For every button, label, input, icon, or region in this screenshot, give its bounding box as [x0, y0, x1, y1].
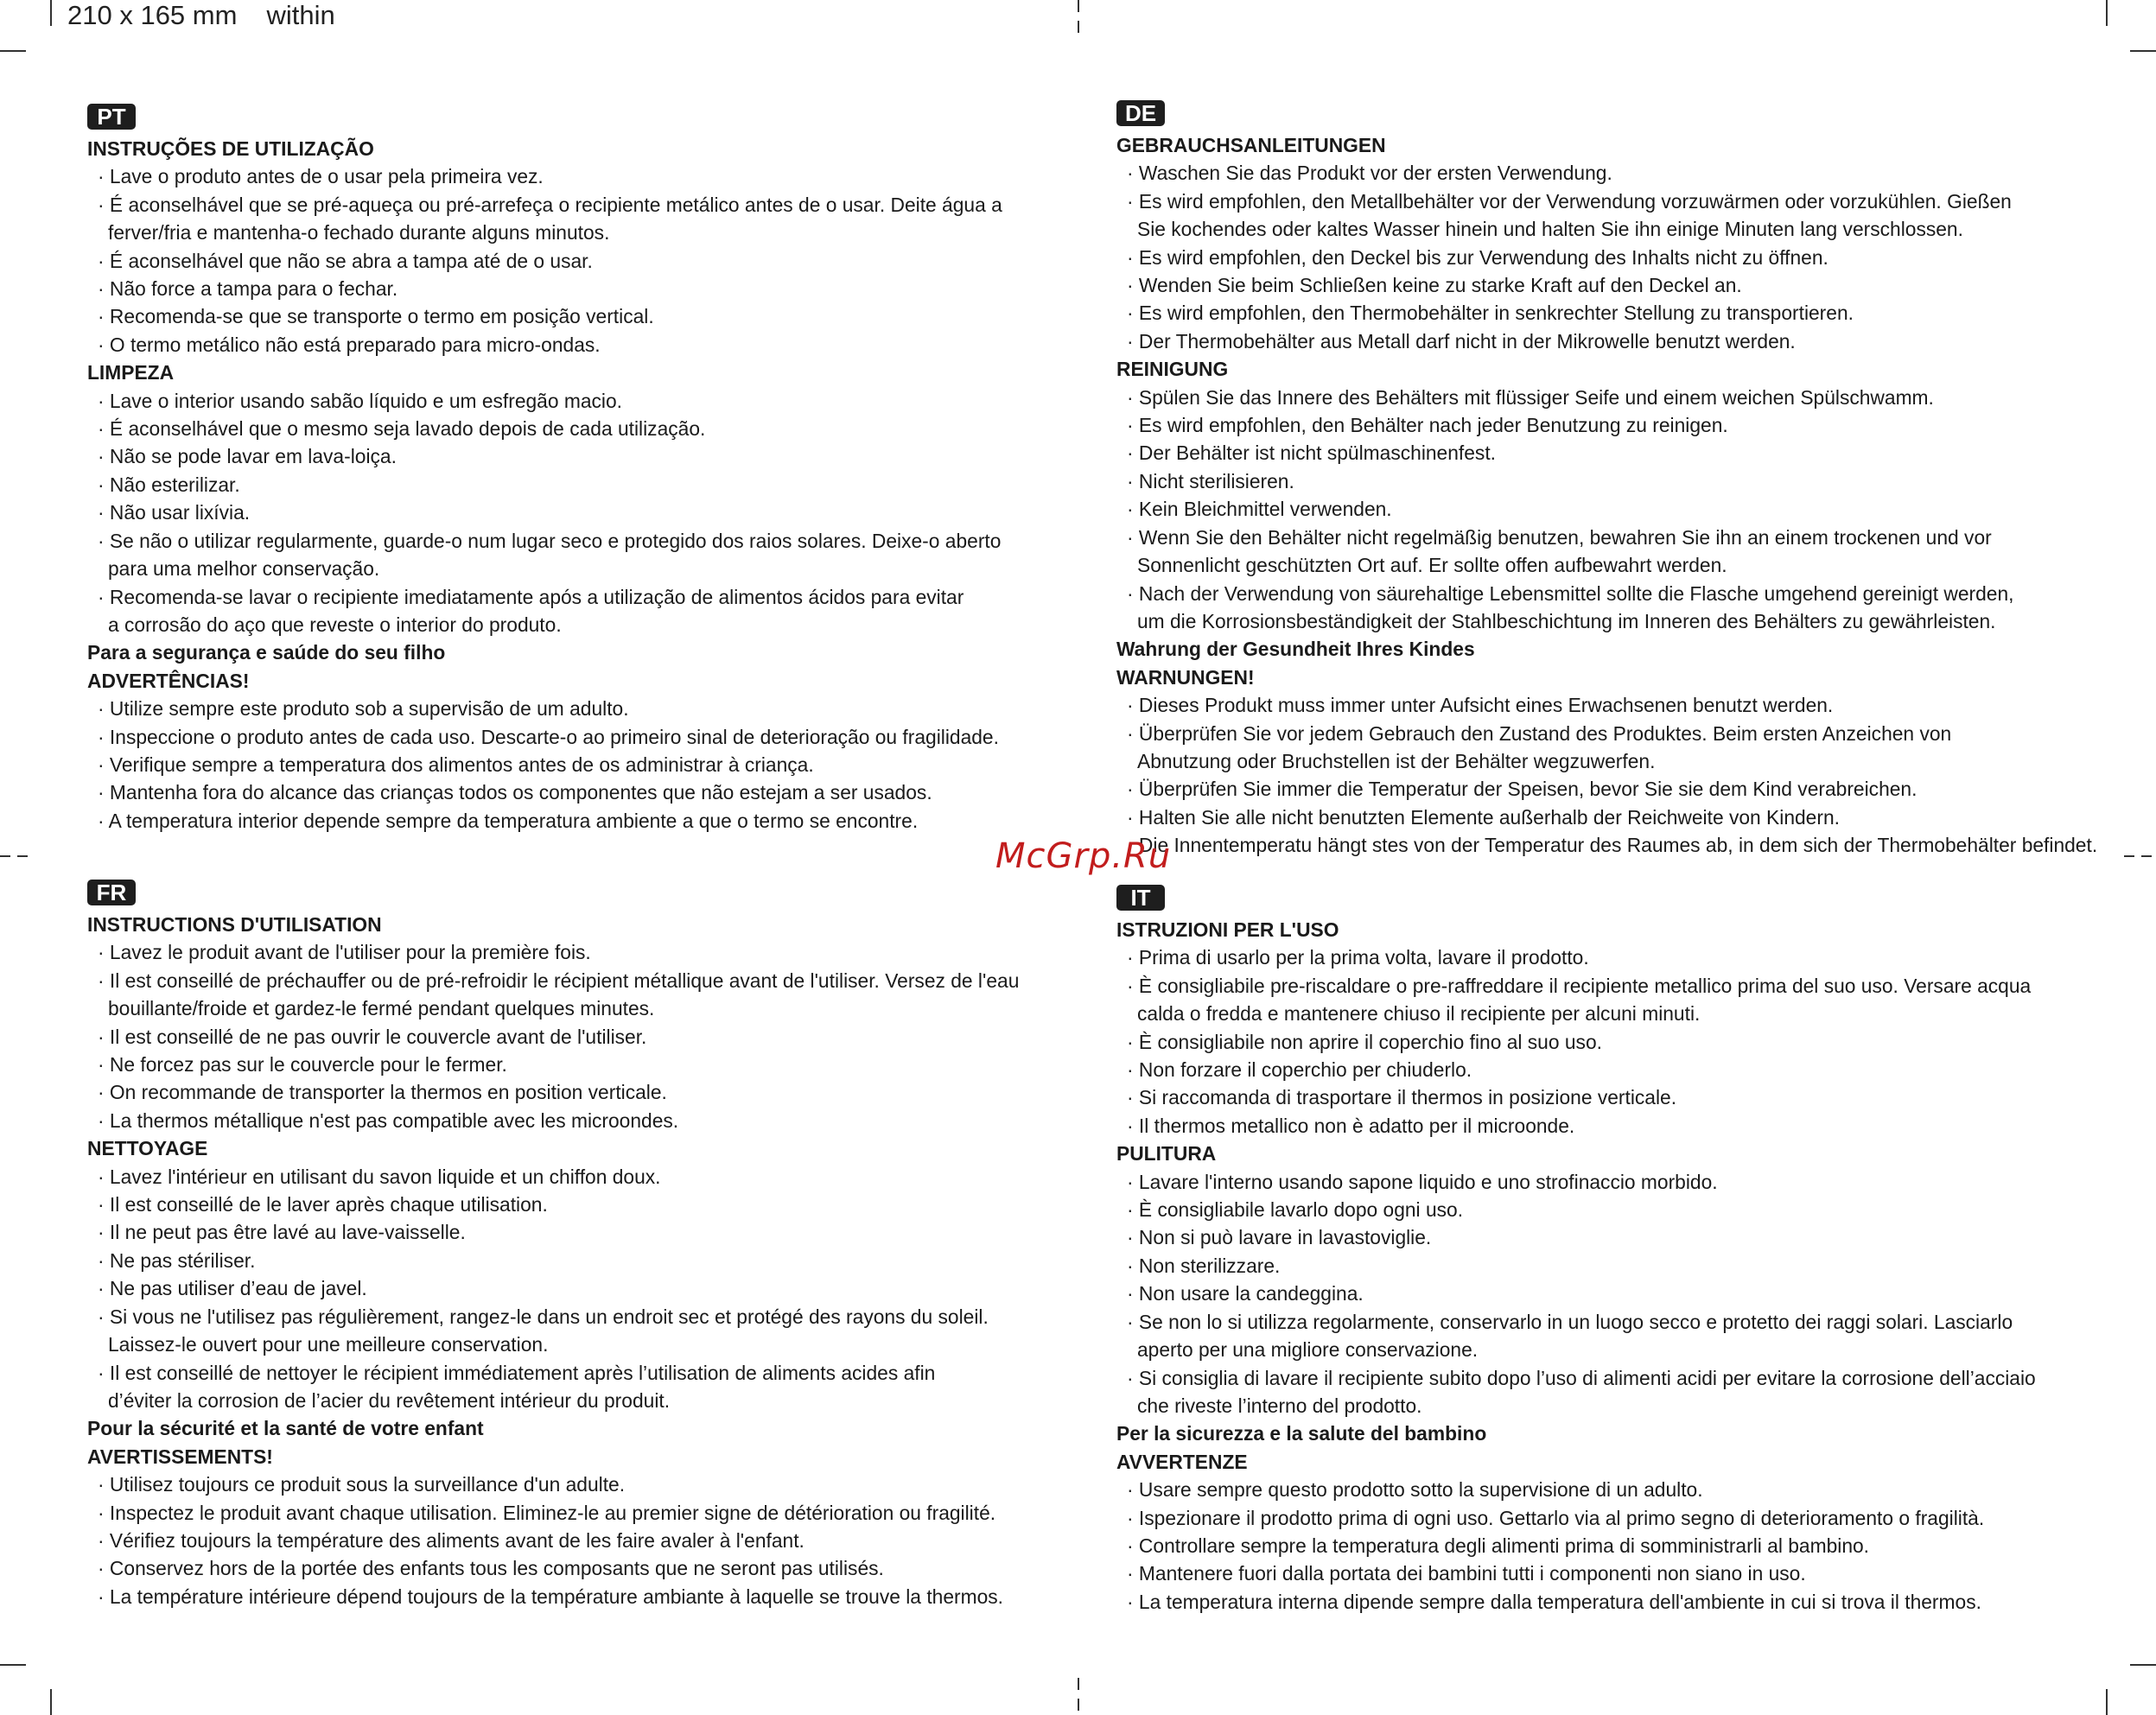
list-item — [87, 331, 1081, 359]
fold-mark — [1078, 21, 1079, 33]
list-item — [87, 583, 1081, 639]
list-item-line: · È consigliabile non aprire il coperchio fino al suo uso. — [1127, 1030, 1602, 1053]
list-item — [1116, 244, 2112, 271]
list-item-line: Sonnenlicht geschützten Ort auf. Er sollte offen aufbewahrt werden. — [1137, 554, 1727, 577]
list-item — [87, 499, 1081, 526]
list-item-line: · Ispezionare il prodotto prima di ogni uso. Gettarlo via al primo segno di deterioramento o fragilità. — [1127, 1506, 1985, 1529]
list-item-line: · Recomenda-se lavar o recipiente imediatamente após a utilização de alimentos ácidos para evitar — [98, 585, 964, 608]
list-item — [87, 1023, 1081, 1051]
list-item — [1116, 691, 2112, 719]
list-item-line: · La temperatura interna dipende sempre dalla temperatura dell'ambiente in cui si trova il thermos. — [1127, 1590, 1981, 1613]
list-item-line: · Mantenha fora do alcance das crianças todos os componentes que não estejam a ser usados. — [98, 781, 932, 804]
list-item-line: · La thermos métallique n'est pas compatible avec les microondes. — [98, 1108, 679, 1132]
list-item-line: · Utilisez toujours ce produit sous la surveillance d'un adulte. — [98, 1473, 626, 1496]
list-item — [1116, 1112, 2112, 1140]
list-item-line: · Dieses Produkt muss immer unter Aufsicht eines Erwachsenen benutzt werden. — [1127, 694, 1834, 717]
list-item — [1116, 384, 2112, 411]
section-pt — [87, 104, 1081, 835]
list-item-line: · Nach der Verwendung von säurehaltige Lebensmittel sollte die Flasche umgehend gereinigt werden, — [1127, 581, 2014, 605]
list-item — [1116, 299, 2112, 327]
list-item-line: · Ne pas stériliser. — [98, 1248, 256, 1272]
list-item-line: · Se não o utilizar regularmente, guarde-o num lugar seco e protegido dos raios solares. Deixe-o aberto — [98, 529, 1002, 552]
list-item — [1116, 943, 2112, 971]
list-item — [1116, 271, 2112, 299]
list-item-line: · È consigliabile pre-riscaldare o pre-raffreddare il recipiente metallico prima del suo uso. Versare acqua — [1127, 974, 2032, 997]
list-item — [87, 1499, 1081, 1527]
list-item-line: · Verifique sempre a temperatura dos alimentos antes de os administrar à criança. — [98, 753, 814, 776]
fold-mark — [1078, 0, 1079, 12]
list-item-line: Laissez-le ouvert pour une meilleure conservation. — [108, 1333, 549, 1356]
crop-mark — [50, 0, 52, 26]
list-item-line: a corrosão do aço que reveste o interior do produto. — [108, 613, 562, 636]
list-item — [87, 1527, 1081, 1554]
section-fr — [87, 880, 1081, 1610]
list-item — [87, 1274, 1081, 1302]
list-item-line: · On recommande de transporter la thermos en position verticale. — [98, 1081, 667, 1104]
list-item-line: · Il ne peut pas être lavé au lave-vaisselle. — [98, 1221, 466, 1244]
section-heading: PULITURA — [1116, 1142, 1217, 1166]
list-item — [87, 1218, 1081, 1246]
crop-mark — [0, 50, 26, 52]
list-item — [87, 471, 1081, 499]
list-item-line: · Si vous ne l'utilisez pas régulièrement, rangez-le dans un endroit sec et protégé des rayons du soleil. — [98, 1305, 989, 1328]
list-item — [87, 1107, 1081, 1134]
list-item — [87, 275, 1081, 302]
list-item-line: · Es wird empfohlen, den Thermobehälter in senkrechter Stellung zu transportieren. — [1127, 302, 1854, 325]
list-item-line: · Mantenere fuori dalla portata dei bambini tutti i componenti non siano in uso. — [1127, 1562, 1806, 1585]
list-item — [1116, 467, 2112, 495]
section-heading: GEBRAUCHSANLEITUNGEN — [1116, 134, 1386, 156]
list-item — [1116, 1056, 2112, 1083]
list-item-line: · O termo metálico não está preparado para micro-ondas. — [98, 333, 601, 356]
crop-mark — [2130, 1664, 2156, 1666]
list-item — [87, 1078, 1081, 1106]
list-item-line: · Es wird empfohlen, den Behälter nach jeder Benutzung zu reinigen. — [1127, 414, 1728, 437]
list-item — [87, 1470, 1081, 1498]
list-item-line: · Controllare sempre la temperatura degli alimenti prima di somministrarli al bambino. — [1127, 1534, 1870, 1557]
list-item-line: Sie kochendes oder kaltes Wasser hinein und halten Sie ihn einige Minuten lang verschlossen. — [1137, 218, 1963, 241]
list-item — [1116, 1532, 2112, 1559]
language-badge-fr: FR — [87, 880, 136, 905]
list-item — [87, 442, 1081, 470]
list-item-line: · Es wird empfohlen, den Metallbehälter vor der Verwendung vorzuwärmen oder vorzukühlen. Gießen — [1127, 189, 2012, 213]
crop-mark — [2106, 0, 2108, 26]
list-item-line: · Se non lo si utilizza regolarmente, conservarlo in un luogo secco e protetto dei raggi solari. Lasciarlo — [1127, 1310, 2013, 1333]
list-item — [1116, 720, 2112, 776]
list-item-line: · É aconselhável que não se abra a tampa até de o usar. — [98, 249, 593, 272]
list-item — [87, 1163, 1081, 1191]
list-item — [87, 751, 1081, 778]
fold-mark — [17, 855, 28, 857]
list-item — [1116, 1083, 2112, 1111]
list-item — [1116, 775, 2112, 803]
list-item — [1116, 1588, 2112, 1616]
list-item-line: calda o fredda e mantenere chiuso il recipiente per alcuni minuti. — [1137, 1002, 1701, 1026]
list-item-line: · Halten Sie alle nicht benutzten Elemente außerhalb der Reichweite von Kindern. — [1127, 805, 1840, 829]
list-item-line: · Lavez le produit avant de l'utiliser pour la première fois. — [98, 941, 591, 964]
list-item — [1116, 1252, 2112, 1280]
list-item-line: · Non forzare il coperchio per chiuderlo. — [1127, 1058, 1472, 1082]
section-heading: Para a segurança e saúde do seu filho — [87, 641, 446, 664]
list-item — [1116, 804, 2112, 831]
list-item-line: · Wenden Sie beim Schließen keine zu starke Kraft auf den Deckel an. — [1127, 274, 1742, 297]
list-item-line: · Il est conseillé de nettoyer le récipient immédiatement après l’utilisation de aliments acides afin — [98, 1361, 936, 1384]
list-item — [1116, 1196, 2112, 1223]
list-item-line: · Prima di usarlo per la prima volta, lavare il prodotto. — [1127, 946, 1589, 969]
list-item — [87, 1191, 1081, 1218]
list-item-line: · Ne forcez pas sur le couvercle pour le fermer. — [98, 1053, 507, 1077]
list-item-line: che riveste l’interno del prodotto. — [1137, 1394, 1422, 1417]
list-item-line: · Es wird empfohlen, den Deckel bis zur Verwendung des Inhalts nicht zu öffnen. — [1127, 245, 1828, 269]
list-item-line: Abnutzung oder Bruchstellen ist der Behälter wegzuwerfen. — [1137, 749, 1656, 772]
list-item-line: · Conservez hors de la portée des enfants tous les composants que ne seront pas utilisés. — [98, 1557, 884, 1580]
fold-mark — [1078, 1678, 1079, 1690]
section-heading: AVVERTENZE — [1116, 1450, 1248, 1473]
list-item-line: · Lave o produto antes de o usar pela primeira vez. — [98, 165, 544, 188]
list-item — [1116, 1280, 2112, 1307]
list-item-line: · La température intérieure dépend toujours de la température ambiante à laquelle se trouve la thermos. — [98, 1585, 1004, 1608]
section-heading: REINIGUNG — [1116, 358, 1229, 381]
list-item-line: · Il thermos metallico non è adatto per il microonde. — [1127, 1114, 1575, 1137]
fold-mark — [2141, 855, 2152, 857]
list-item-line: · Nicht sterilisieren. — [1127, 469, 1294, 492]
list-item — [87, 938, 1081, 966]
list-item-line: · É aconselhável que se pré-aqueça ou pré-arrefeça o recipiente metálico antes de o usar. Deite água a — [98, 193, 1002, 216]
section-heading: LIMPEZA — [87, 361, 175, 384]
page-size-note: within — [266, 0, 335, 30]
crop-mark — [0, 1664, 26, 1666]
list-item-line: · Der Behälter ist nicht spülmaschinenfest. — [1127, 441, 1496, 465]
list-item — [87, 247, 1081, 275]
list-item-line: · Non si può lavare in lavastoviglie. — [1127, 1226, 1432, 1249]
language-badge-it: IT — [1116, 885, 1165, 911]
list-item-line: ferver/fria e mantenha-o fechado durante alguns minutos. — [108, 221, 610, 245]
list-item-line: bouillante/froide et gardez-le fermé pendant quelques minutes. — [108, 997, 655, 1020]
list-item-line: · Si consiglia di lavare il recipiente subito dopo l’uso di alimenti acidi per evitare la corrosione dell’acciaio — [1127, 1366, 2036, 1389]
section-heading: WARNUNGEN! — [1116, 665, 1255, 689]
list-item — [87, 1359, 1081, 1415]
list-item — [1116, 439, 2112, 467]
list-item — [87, 1303, 1081, 1359]
list-item — [1116, 972, 2112, 1028]
list-item-line: · Lavez l'intérieur en utilisant du savon liquide et un chiffon doux. — [98, 1165, 661, 1188]
list-item-line: · A temperatura interior depende sempre da temperatura ambiente a que o termo se encontre. — [98, 809, 919, 832]
list-item — [87, 807, 1081, 835]
list-item — [1116, 1308, 2112, 1364]
list-item-line: · Ne pas utiliser d’eau de javel. — [98, 1277, 367, 1300]
section-heading: Pour la sécurité et la santé de votre enfant — [87, 1417, 484, 1440]
list-item — [1116, 187, 2112, 244]
list-item-line: · Spülen Sie das Innere des Behälters mit flüssiger Seife und einem weichen Spülschwamm. — [1127, 385, 1934, 409]
section-heading: Wahrung der Gesundheit Ihres Kindes — [1116, 638, 1475, 661]
section-heading: INSTRUÇÕES DE UTILIZAÇÃO — [87, 137, 374, 160]
list-item-line: · Não usar lixívia. — [98, 501, 251, 524]
list-item — [1116, 1168, 2112, 1196]
list-item-line: · Überprüfen Sie immer die Temperatur der Speisen, bevor Sie sie dem Kind verabreichen. — [1127, 778, 1918, 801]
list-item-line: aperto per una migliore conservazione. — [1137, 1338, 1479, 1362]
list-item-line: · Non usare la candeggina. — [1127, 1282, 1364, 1305]
list-item-line: · Wenn Sie den Behälter nicht regelmäßig benutzen, bewahren Sie ihn an einem trockenen und vor — [1127, 525, 1992, 549]
list-item — [1116, 327, 2112, 355]
list-item — [1116, 580, 2112, 636]
list-item-line: · Lavare l'interno usando sapone liquido e uno strofinaccio morbido. — [1127, 1170, 1718, 1193]
section-heading: AVERTISSEMENTS! — [87, 1445, 273, 1468]
list-item-line: · Non sterilizzare. — [1127, 1254, 1281, 1277]
list-item-line: · Il est conseillé de ne pas ouvrir le couvercle avant de l'utiliser. — [98, 1025, 647, 1048]
page-header — [67, 0, 365, 31]
section-heading: INSTRUCTIONS D'UTILISATION — [87, 913, 382, 936]
list-item — [87, 967, 1081, 1023]
list-item-line: d’éviter la corrosion de l’acier du revêtement intérieur du produit. — [108, 1388, 671, 1412]
list-item-line: · É aconselhável que o mesmo seja lavado depois de cada utilização. — [98, 417, 706, 441]
list-item-line: · Recomenda-se que se transporte o termo em posição vertical. — [98, 305, 654, 328]
list-item-line: · Il est conseillé de le laver après chaque utilisation. — [98, 1193, 548, 1216]
watermark-text: McGrp.Ru — [995, 836, 1172, 876]
section-it — [1116, 885, 2112, 1616]
list-item — [87, 723, 1081, 751]
page-size-label: 210 x 165 mm — [67, 0, 238, 30]
list-item — [87, 1583, 1081, 1610]
list-item — [87, 527, 1081, 583]
list-item-line: · Überprüfen Sie vor jedem Gebrauch den Zustand des Produktes. Beim ersten Anzeichen von — [1127, 721, 1952, 745]
list-item — [87, 415, 1081, 442]
list-item-line: · Vérifiez toujours la température des aliments avant de les faire avaler à l'enfant. — [98, 1528, 805, 1552]
list-item-line: · È consigliabile lavarlo dopo ogni uso. — [1127, 1198, 1464, 1222]
list-item-line: · Utilize sempre este produto sob a supervisão de um adulto. — [98, 697, 629, 721]
list-item-line: · Não se pode lavar em lava-loiça. — [98, 445, 397, 468]
language-badge-de: DE — [1116, 100, 1165, 126]
list-item-line: · Kein Bleichmittel verwenden. — [1127, 498, 1392, 521]
list-item — [87, 1051, 1081, 1078]
list-item — [87, 1554, 1081, 1582]
section-heading: Per la sicurezza e la salute del bambino — [1116, 1422, 1487, 1445]
list-item — [1116, 159, 2112, 187]
list-item-line: · Usare sempre questo prodotto sotto la supervisione di un adulto. — [1127, 1478, 1703, 1502]
crop-mark — [2130, 50, 2156, 52]
list-item-line: · Si raccomanda di trasportare il thermos in posizione verticale. — [1127, 1086, 1677, 1109]
list-item — [1116, 1028, 2112, 1056]
list-item — [1116, 1364, 2112, 1420]
crop-mark — [50, 1689, 52, 1715]
list-item — [1116, 1559, 2112, 1587]
list-item — [87, 191, 1081, 247]
list-item — [1116, 1504, 2112, 1532]
list-item — [87, 302, 1081, 330]
list-item — [87, 1247, 1081, 1274]
list-item-line: · Der Thermobehälter aus Metall darf nicht in der Mikrowelle benutzt werden. — [1127, 329, 1796, 353]
list-item-line: · Waschen Sie das Produkt vor der ersten Verwendung. — [1127, 162, 1612, 185]
list-item-line: para uma melhor conservação. — [108, 557, 380, 581]
list-item-line: um die Korrosionsbeständigkeit der Stahlbeschichtung im Inneren des Behälters zu gewährleisten. — [1137, 609, 1996, 632]
list-item — [87, 387, 1081, 415]
section-de — [1116, 100, 2112, 860]
list-item — [87, 162, 1081, 190]
section-heading: ISTRUZIONI PER L'USO — [1116, 918, 1339, 941]
list-item-line: · Die Innentemperatu hängt stes von der Temperatur des Raumes ab, in dem sich der Thermobehälter befindet. — [1127, 834, 2098, 857]
fold-mark — [1078, 1699, 1079, 1711]
list-item — [1116, 1476, 2112, 1503]
list-item — [1116, 524, 2112, 580]
fold-mark — [0, 855, 10, 857]
list-item-line: · Lave o interior usando sabão líquido e um esfregão macio. — [98, 389, 623, 412]
list-item — [1116, 495, 2112, 523]
list-item-line: · Il est conseillé de préchauffer ou de pré-refroidir le récipient métallique avant de l'utiliser. Versez de l'eau — [98, 969, 1020, 992]
list-item-line: · Inspeccione o produto antes de cada uso. Descarte-o ao primeiro sinal de deterioração ou fragilidade. — [98, 725, 999, 748]
section-heading: NETTOYAGE — [87, 1137, 208, 1160]
section-heading: ADVERTÊNCIAS! — [87, 669, 250, 692]
list-item — [87, 778, 1081, 806]
list-item-line: · Não esterilizar. — [98, 473, 240, 496]
list-item — [1116, 411, 2112, 439]
list-item — [1116, 1223, 2112, 1251]
crop-mark — [2106, 1689, 2108, 1715]
list-item-line: · Inspectez le produit avant chaque utilisation. Eliminez-le au premier signe de détérioration ou fragilité. — [98, 1501, 996, 1524]
fold-mark — [2124, 855, 2134, 857]
list-item — [87, 695, 1081, 722]
list-item — [1116, 831, 2112, 859]
language-badge-pt: PT — [87, 104, 136, 130]
list-item-line: · Não force a tampa para o fechar. — [98, 277, 398, 301]
